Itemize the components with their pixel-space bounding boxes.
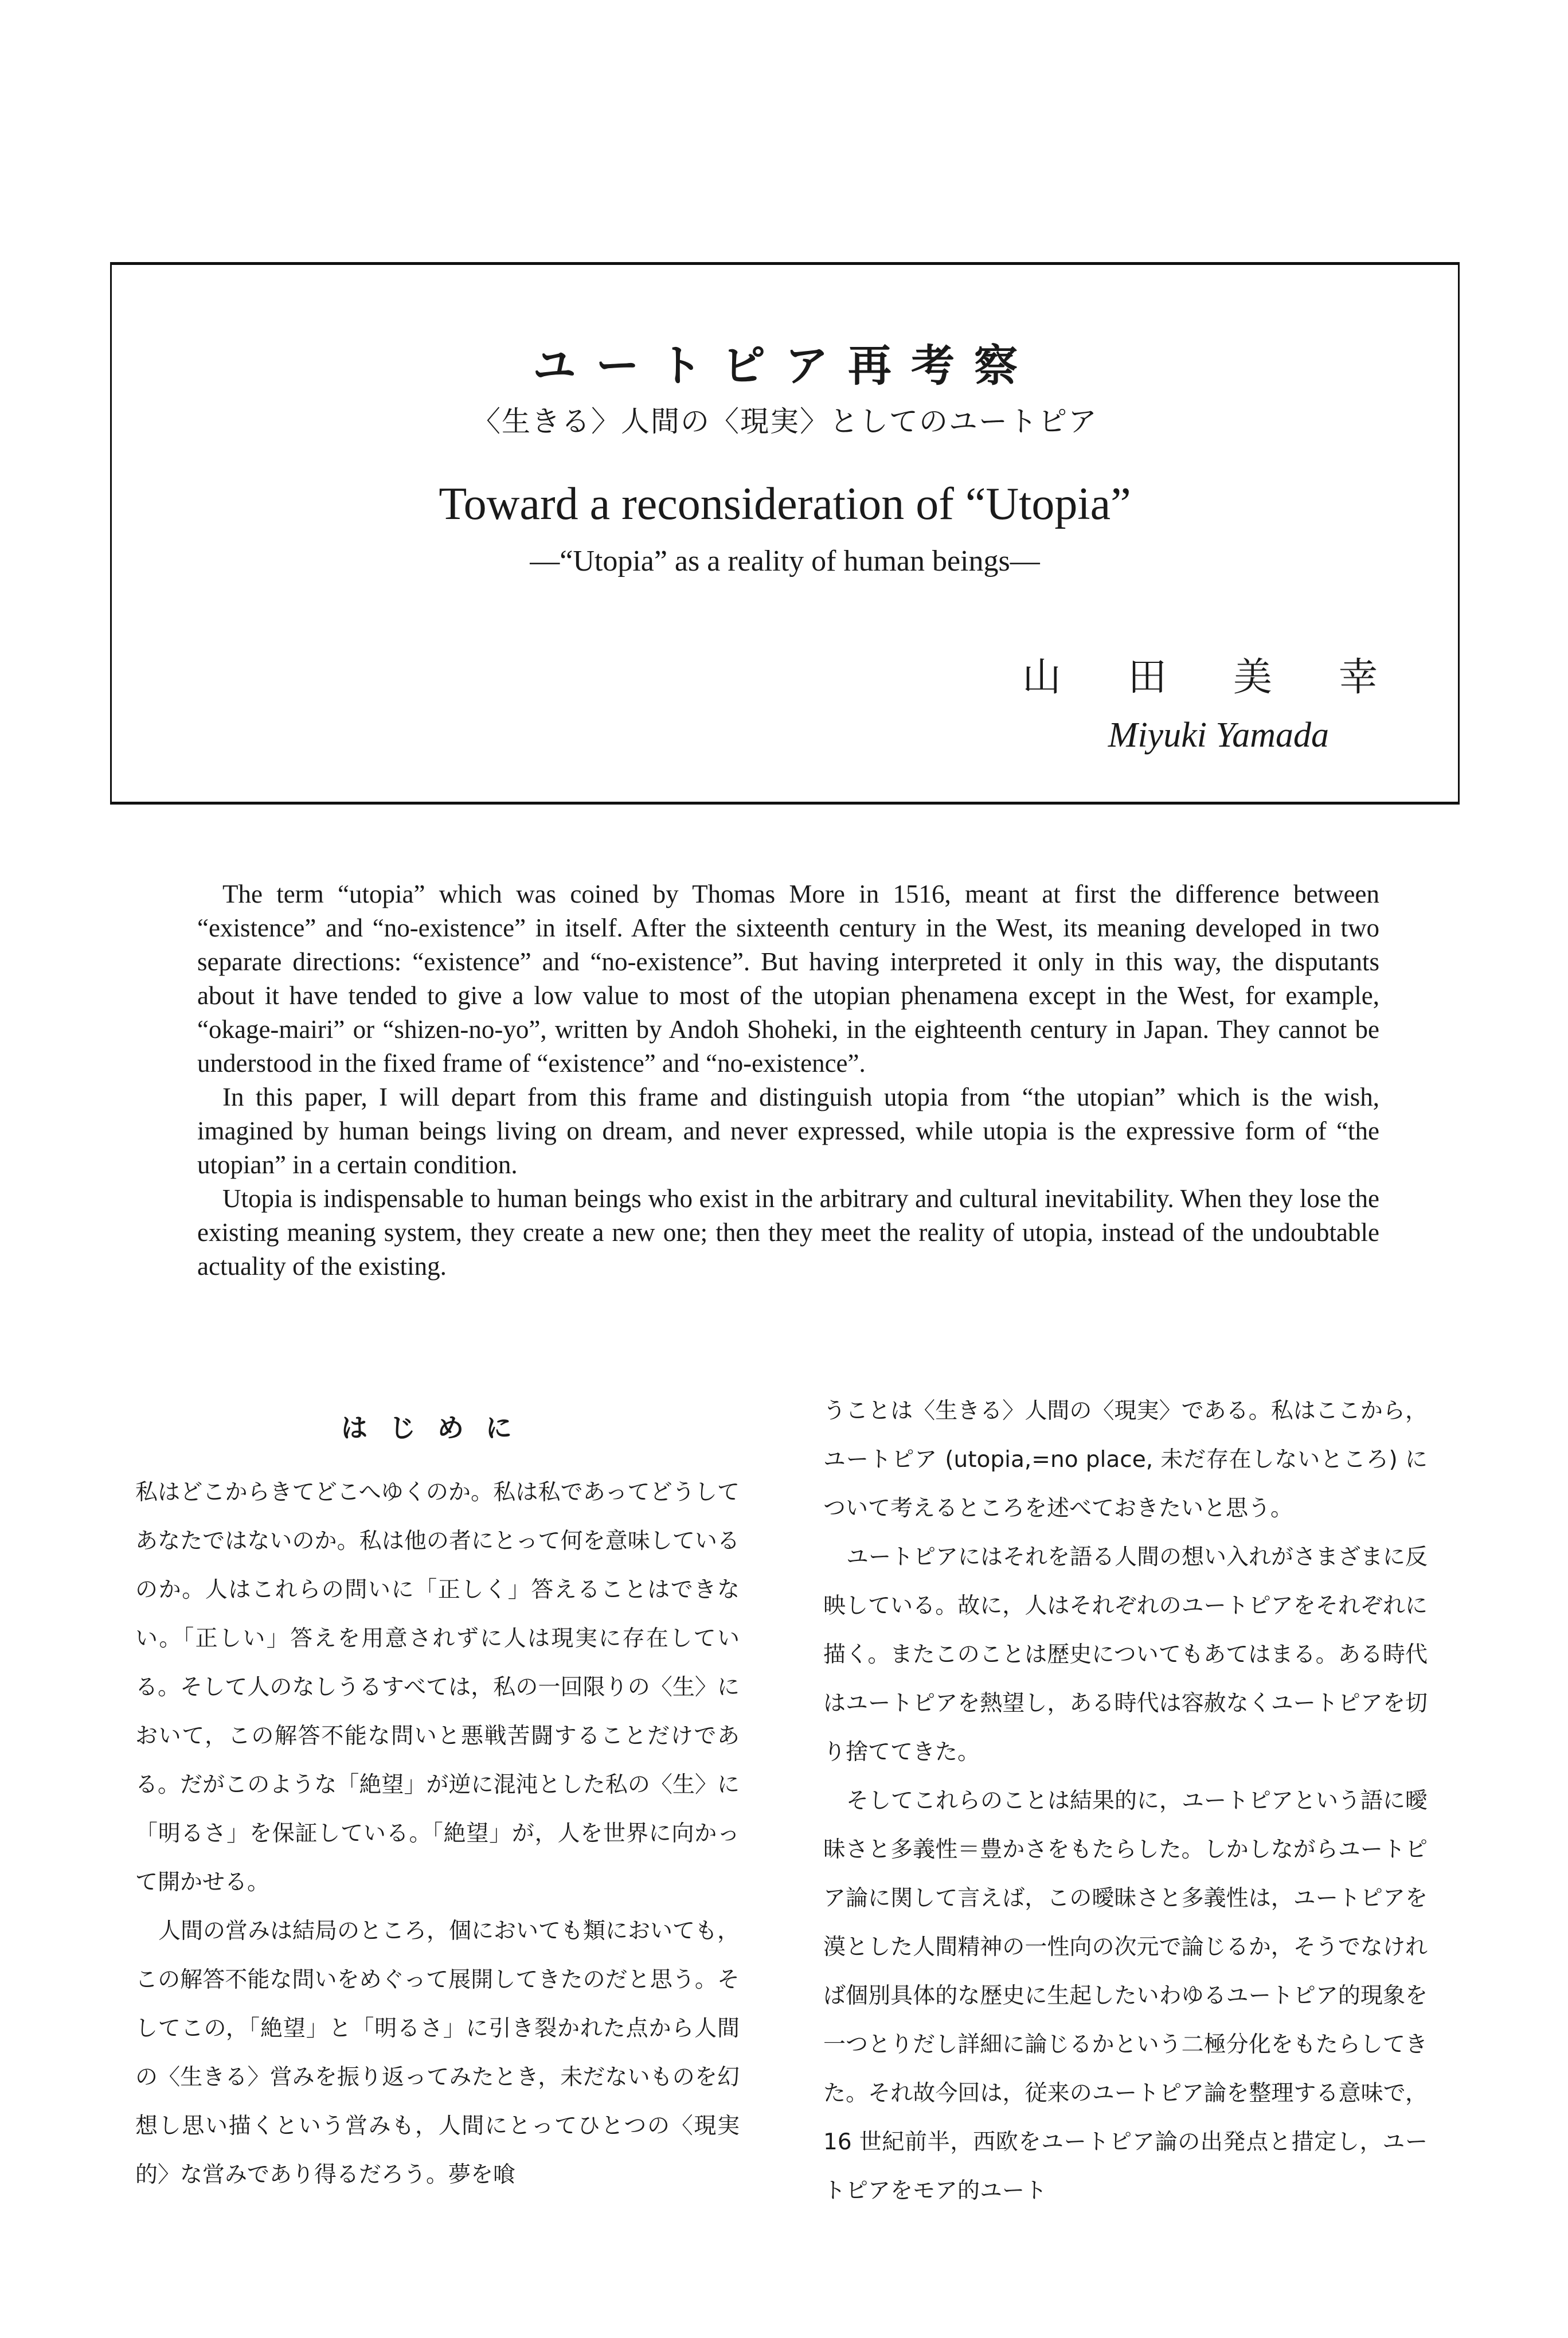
body-column-left xyxy=(135,1387,740,2199)
english-subtitle: —“Utopia” as a reality of human beings— xyxy=(530,545,1040,577)
body-paragraph: うことは〈生きる〉人間の〈現実〉である。私はここから，ユートピア (utopia,=no place, 未だ存在しないところ) について考えるところを述べておきたいと思う。 xyxy=(823,1398,1428,1521)
author-name-japanese xyxy=(1022,646,1378,702)
japanese-subtitle: 〈生きる〉人間の〈現実〉としてのユートピア xyxy=(472,405,1098,438)
author-char: 幸 xyxy=(1338,655,1378,700)
author-name-english: Miyuki Yamada xyxy=(1108,716,1329,755)
body-paragraph: 人間の営みは結局のところ，個においても類においても，この解答不能な問いをめぐって展開してきたのだと思う。そしてこの，「絶望」と「明るさ」に引き裂かれた点から人間の〈生きる〉営みを振り返ってみたとき，未だないものを幻想し思い描くという営みも，人間にとってひとつの〈現実的〉な営みであり得るだろう。夢を喰 xyxy=(135,1918,740,2188)
title-box xyxy=(110,262,1460,805)
english-title: Toward a reconsideration of “Utopia” xyxy=(439,479,1131,529)
section-heading: はじめに xyxy=(341,1412,534,1443)
japanese-title: ユートピア再考察 xyxy=(533,340,1037,391)
abstract xyxy=(197,877,1379,1283)
body-paragraph: 私はどこからきてどこへゆくのか。私は私であってどうしてあなたではないのか。私は他の者にとって何を意味しているのか。人はこれらの問いに「正しく」答えることはできない。「正しい」答えを用意されずに人は現実に存在している。そして人のなしうるすべては，私の一回限りの〈生〉において，この解答不能な問いと悪戦苦闘することだけである。だがこのような「絶望」が逆に混沌とした私の〈生〉に「明るさ」を保証している。「絶望」が，人を世界に向かって開かせる。 xyxy=(135,1480,740,1895)
author-char: 山 xyxy=(1022,655,1062,700)
author-char: 田 xyxy=(1127,655,1167,700)
body-paragraph: そしてこれらのことは結果的に，ユートピアという語に曖昧さと多義性＝豊かさをもたらした。しかしながらユートピア論に関して言えば，この曖昧さと多義性は，ユートピアを漠とした人間精神の一性向の次元で論じるか，そうでなければ個別具体的な歴史に生起したいわゆるユートピア的現象を一つとりだし詳細に論じるかという二極分化をもたらしてきた。それ故今回は，従来のユートピア論を整理する意味で，16 世紀前半，西欧をユートピア論の出発点と措定し，ユートピアをモア的ユート xyxy=(823,1788,1428,2204)
body-paragraph: ユートピアにはそれを語る人間の想い入れがさまざまに反映している。故に，人はそれぞれのユートピアをそれぞれに描く。またこのことは歴史についてもあてはまる。ある時代はユートピアを熱望し，ある時代は容赦なくユートピアを切り捨ててきた。 xyxy=(823,1544,1428,1765)
body-column-right xyxy=(823,1387,1428,2215)
author-char: 美 xyxy=(1233,655,1272,700)
abstract-paragraph: In this paper, I will depart from this frame and distinguish utopia from “the utopian” which is the wish, imagined by human beings living on dream, and never expressed, while utopia is the expressive form of “the utopian” in a certain condition. xyxy=(197,1083,1379,1179)
abstract-paragraph: The term “utopia” which was coined by Thomas More in 1516, meant at first the difference between “existence” and “no-existence” in itself. After the sixteenth century in the West, its meaning developed in two separate directions: “existence” and “no-existence”. But having interpreted it only in this way, the disputants about it have tended to give a low value to most of the utopian phenamena except in the West, for example, “okage-mairi” or “shizen-no-yo”, written by Andoh Shoheki, in the eighteenth century in Japan. They cannot be understood in the fixed frame of “existence” and “no-existence”. xyxy=(197,880,1379,1078)
abstract-paragraph: Utopia is indispensable to human beings who exist in the arbitrary and cultural inevitability. When they lose the existing meaning system, they create a new one; then they meet the reality of utopia, instead of the undoubtable actuality of the existing. xyxy=(197,1184,1379,1281)
